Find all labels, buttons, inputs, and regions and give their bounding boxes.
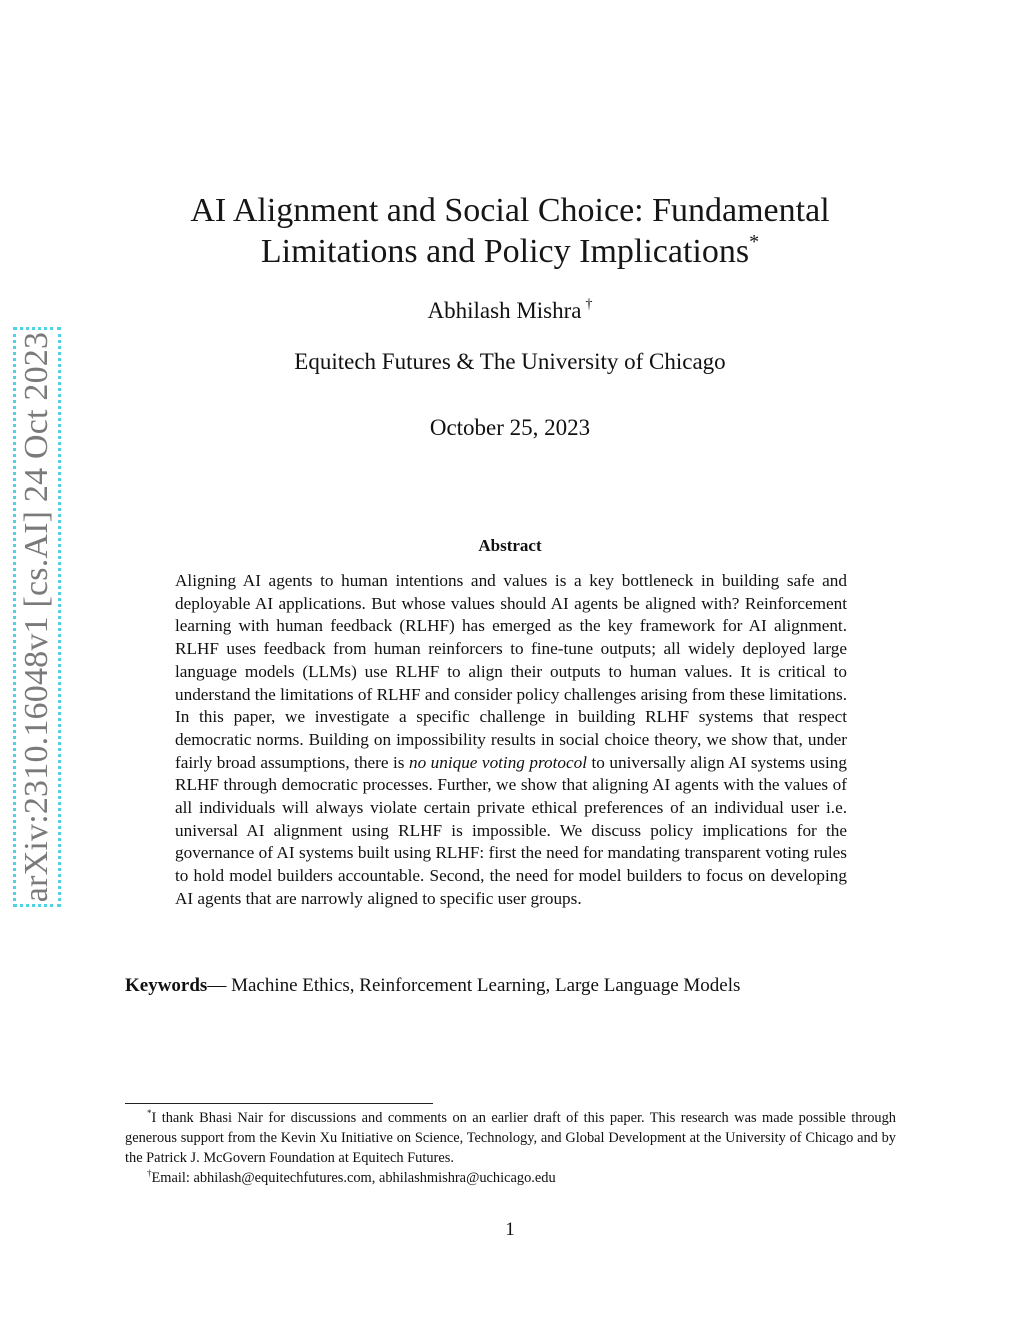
- footnote-email: [125, 1168, 896, 1188]
- keywords-line: [125, 975, 895, 997]
- footnote-text-1: I thank Bhasi Nair for discussions and comments on an earlier draft of this paper. This research was made possible through generous support from the Kevin Xu Initiative on Science, Technology, and Global Development at the University of Chicago and by the Patrick J. McGovern Foundation at Equitech Futures.: [125, 1110, 896, 1166]
- title-line-2: [125, 231, 895, 272]
- footnote-mark-2: †: [147, 1168, 152, 1178]
- publication-date: October 25, 2023: [429, 415, 591, 440]
- keywords-separator: —: [207, 975, 232, 996]
- abstract-body: [175, 570, 847, 911]
- title-footnote-mark: *: [749, 231, 760, 253]
- footnote-mark-1: *: [147, 1108, 152, 1118]
- author: [125, 298, 895, 324]
- footnote-divider: [125, 1103, 433, 1104]
- abstract-text-end: to universally align AI systems using RLHF through democratic processes. Further, we show that aligning AI agents with the values of all individuals will always violate certain private ethical preferences of an individual user i.e. universal AI alignment using RLHF is impossible. We discuss policy implications for the governance of AI systems built using RLHF: first the need for mandating transparent voting rules to hold model builders accountable. Second, the need for model builders to focus on developing AI agents that are narrowly aligned to specific user groups.: [175, 752, 847, 908]
- title-line-2-text: Limitations and Policy Implications: [260, 233, 750, 270]
- paper-title: [125, 190, 895, 272]
- abstract-heading: Abstract: [478, 536, 542, 555]
- arxiv-identifier-text: arXiv:2310.16048v1 [cs.AI] 24 Oct 2023: [18, 331, 55, 903]
- footnote-text-2: Email: abhilash@equitechfutures.com, abhilashmishra@uchicago.edu: [151, 1170, 556, 1186]
- keywords-label: Keywords: [125, 975, 208, 996]
- footnote-acknowledgement: [125, 1108, 896, 1168]
- affiliation: Equitech Futures & The University of Chicago: [294, 349, 726, 374]
- author-footnote-mark: †: [585, 297, 593, 312]
- title-line-1: AI Alignment and Social Choice: Fundamental: [190, 192, 830, 229]
- abstract-emphasis: no unique voting protocol: [408, 752, 588, 772]
- footnotes: [125, 1108, 896, 1188]
- abstract-text-start: Aligning AI agents to human intentions and values is a key bottleneck in building safe and deployable AI applications. But whose values should AI agents be aligned with? Reinforcement learning with human feedback (RLHF) has emerged as the key framework for AI alignment. RLHF uses feedback from human reinforcers to fine-tune outputs; all widely deployed large language models (LLMs) use RLHF to align their outputs to human values. It is critical to understand the limitations of RLHF and consider policy challenges arising from these limitations. In this paper, we investigate a specific challenge in building RLHF systems that respect democratic norms. Building on impossibility results in social choice theory, we show that, under fairly broad assumptions, there is: [175, 571, 847, 772]
- author-name: Abhilash Mishra: [427, 298, 582, 323]
- keywords-list: Machine Ethics, Reinforcement Learning, Large Language Models: [231, 975, 741, 996]
- page-number: 1: [505, 1219, 515, 1240]
- arxiv-identifier-stamp: [13, 327, 61, 907]
